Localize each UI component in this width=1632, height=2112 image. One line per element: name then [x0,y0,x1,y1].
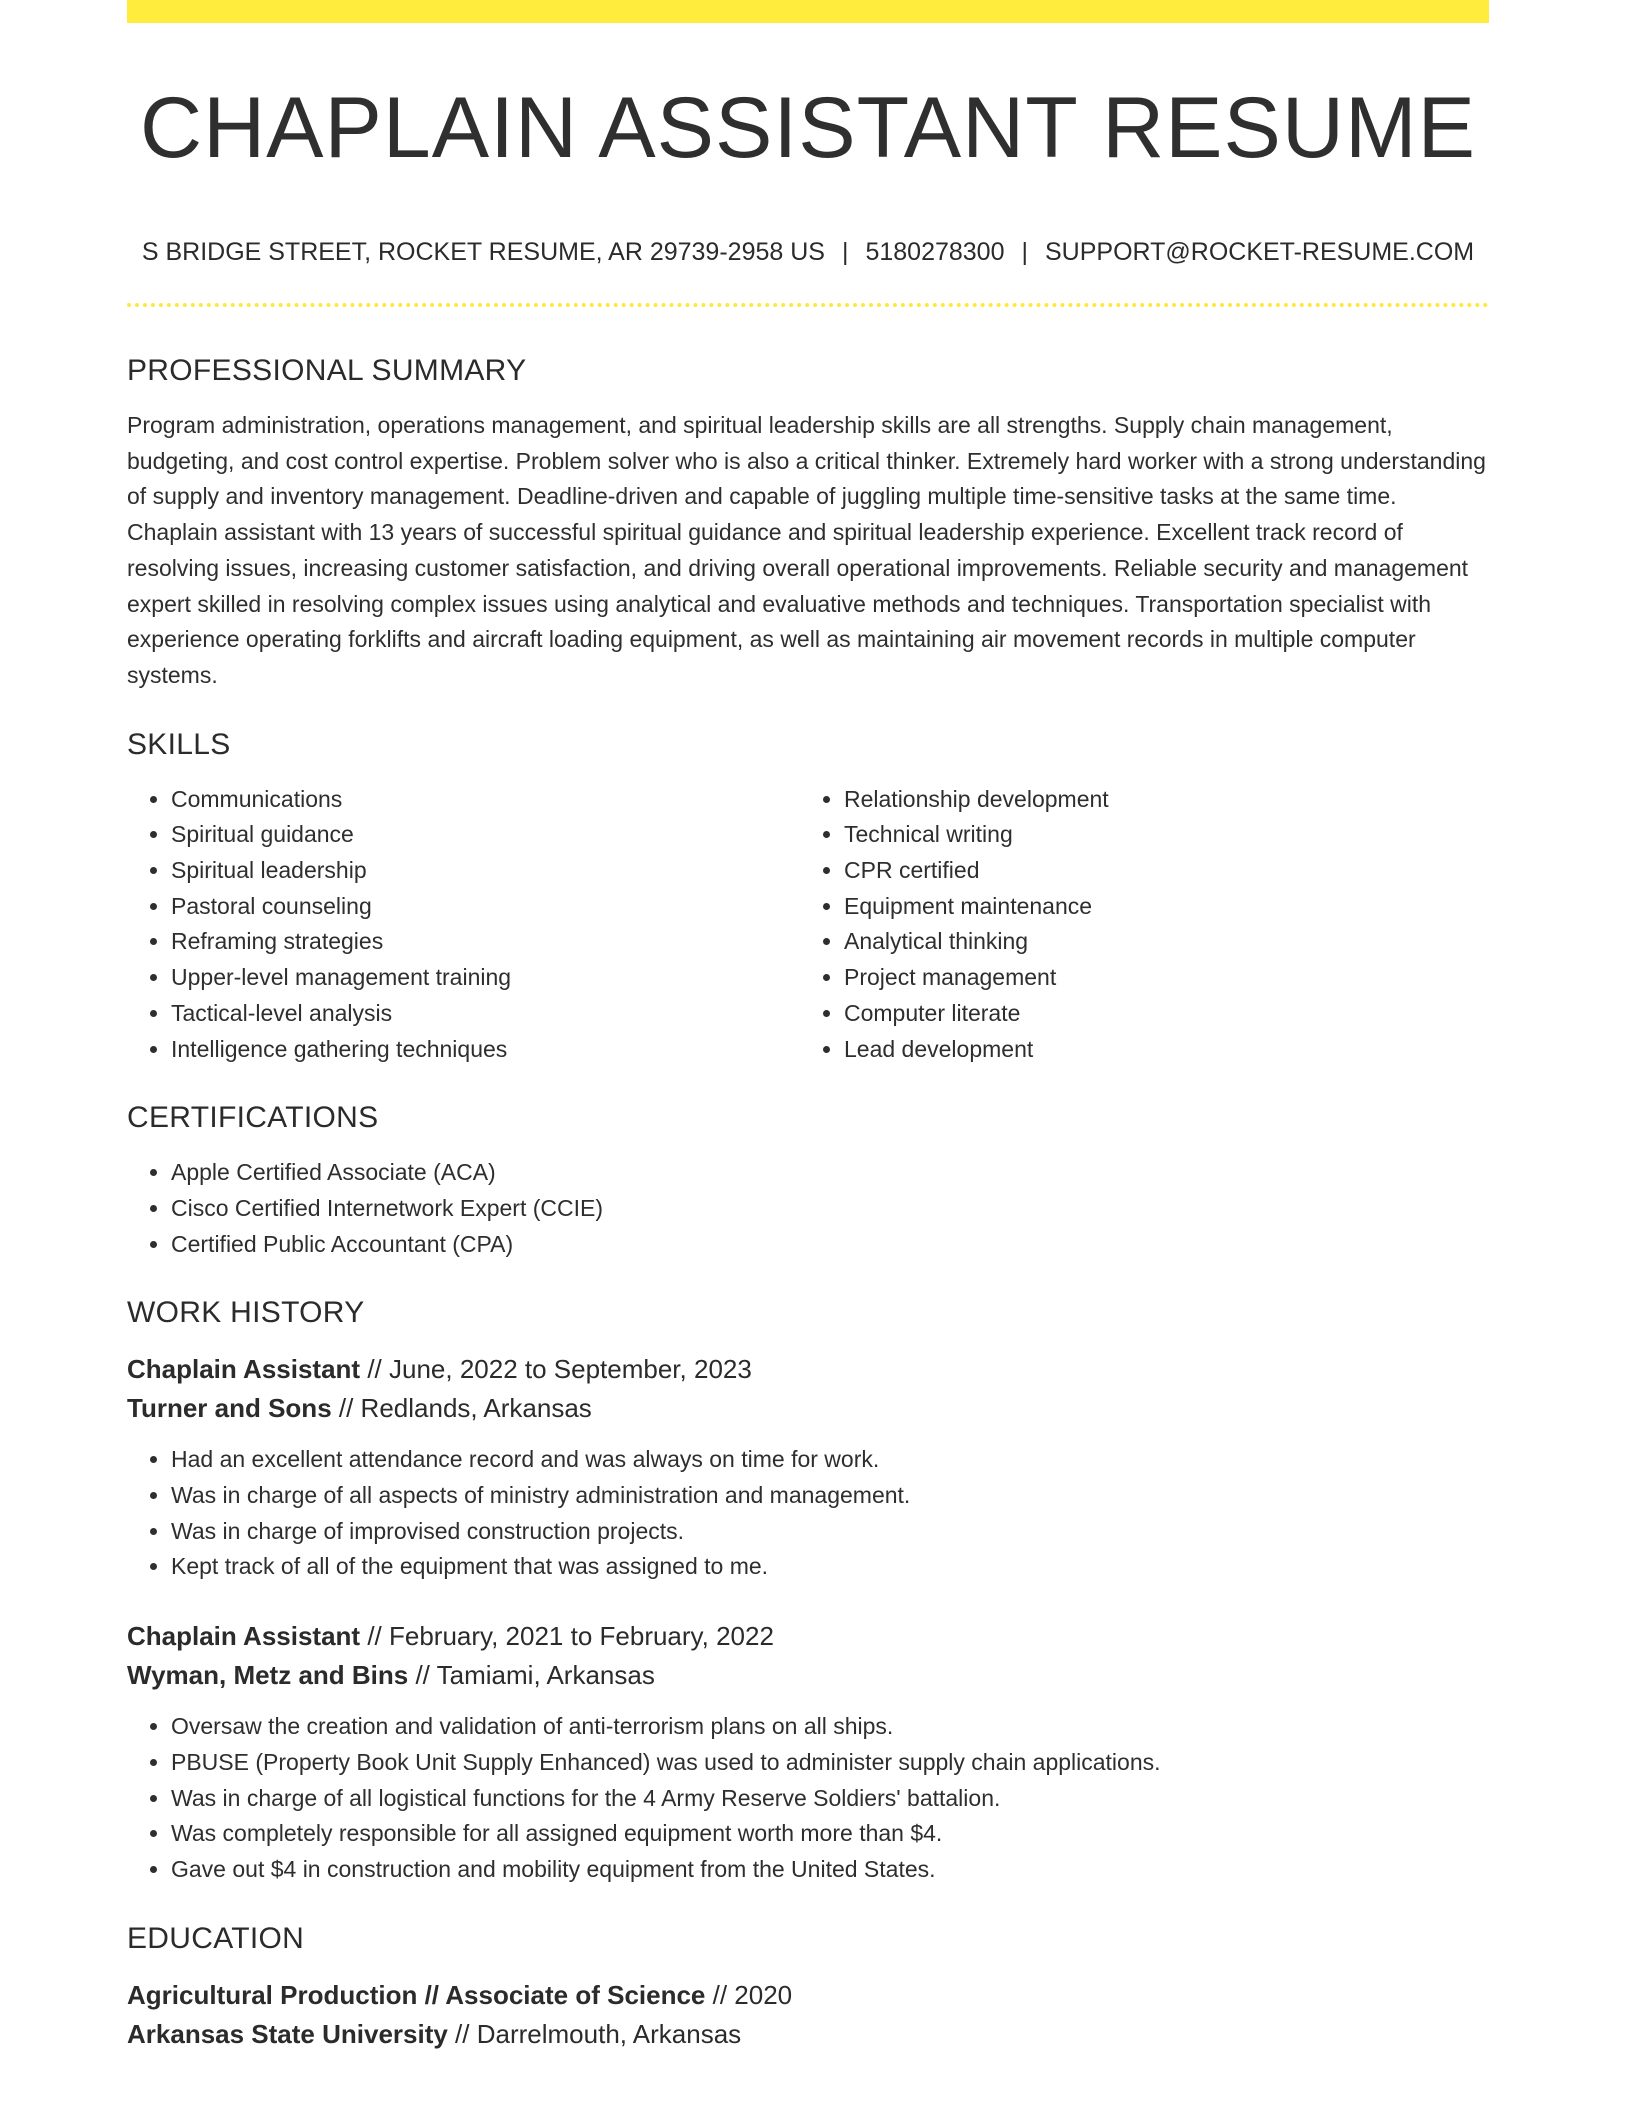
summary-section [127,350,1489,694]
skill-item: • Tactical-level analysis [171,996,800,1032]
resume-body [127,350,1489,2054]
skill-item: • Relationship development [844,782,1473,818]
section-title: PROFESSIONAL SUMMARY [127,354,527,387]
work-history-section [127,1292,1489,1887]
certification-item: • Certified Public Accountant (CPA) [171,1227,1489,1263]
job-dates: // February, 2021 to February, 2022 [360,1621,774,1652]
duty-item: • Kept track of all of the equipment that was assigned to me. [171,1549,1489,1585]
school-location: // Darrelmouth, Arkansas [447,2018,742,2049]
resume-title: CHAPLAIN ASSISTANT RESUME [139,80,1477,176]
job-role: Chaplain Assistant [127,1621,361,1652]
skill-item: • CPR certified [844,853,1473,889]
duty-item: • Was in charge of improvised construction projects. [171,1514,1489,1550]
job-role: Chaplain Assistant [127,1354,361,1385]
section-title: SKILLS [127,727,231,761]
accent-bar [127,0,1489,23]
separator: | [1021,238,1028,266]
degree-line [127,1976,1489,2015]
skills-section [127,724,1489,1068]
skill-item: • Upper-level management training [171,960,800,996]
skill-item: • Reframing strategies [171,924,800,960]
job-dates: // June, 2022 to September, 2023 [360,1354,752,1385]
dotted-divider [127,303,1489,307]
job-location: // Redlands, Arkansas [331,1393,592,1424]
duty-item: • Gave out $4 in construction and mobility equipment from the United States. [171,1852,1489,1888]
skill-item: • Computer literate [844,996,1473,1032]
school: Arkansas State University [127,2018,448,2049]
phone: 5180278300 [865,238,1005,266]
job-entry [127,1617,1489,1888]
section-title: EDUCATION [127,1921,305,1955]
summary-text: Program administration, operations management, and spiritual leadership skills are all strengths. Supply chain management, budgeting, and cost control expertise. Problem solver who is also a critical thinker. Extremely hard worker with a strong understanding of supply and inventory management. Deadline-driven and capable of juggling multiple time-sensitive tasks at the same time. Chaplain assistant with 13 years of successful spiritual guidance and spiritual leadership experience. Excellent track record of resolving issues, increasing customer satisfaction, and driving overall operational improvements. Reliable security and management expert skilled in resolving complex issues using analytical and evaluative methods and techniques. Transportation specialist with experience operating forklifts and aircraft loading equipment, as well as maintaining air movement records in multiple computer systems. [127,412,1486,688]
address: S BRIDGE STREET, ROCKET RESUME, AR 29739-2958 US [141,238,825,266]
skill-item: • Technical writing [844,817,1473,853]
skill-item: • Equipment maintenance [844,889,1473,925]
contact-line [127,236,1489,268]
skill-item: • Analytical thinking [844,924,1473,960]
education-entry [127,1976,1489,2054]
graduation-year: // 2020 [705,1979,793,2010]
job-company: Turner and Sons [127,1393,332,1424]
skill-item: • Spiritual guidance [171,817,800,853]
education-section [127,1918,1489,2054]
certification-item: • Cisco Certified Internetwork Expert (CCIE) [171,1191,1489,1227]
skill-item: • Spiritual leadership [171,853,800,889]
duty-item: • Was in charge of all logistical functions for the 4 Army Reserve Soldiers' battalion. [171,1781,1489,1817]
certifications-section [127,1097,1489,1262]
section-title: WORK HISTORY [127,1296,365,1330]
skills-column-left [127,782,800,1068]
duty-item: • PBUSE (Property Book Unit Supply Enhanced) was used to administer supply chain applications. [171,1745,1489,1781]
duty-item: • Was completely responsible for all assigned equipment worth more than $4. [171,1816,1489,1852]
job-company: Wyman, Metz and Bins [127,1660,409,1691]
job-title-line [127,1617,1489,1656]
job-location: // Tamiami, Arkansas [408,1660,655,1691]
job-company-line [127,1656,1489,1695]
skills-column-right [800,782,1473,1068]
certification-item: • Apple Certified Associate (ACA) [171,1155,1489,1191]
job-company-line [127,1389,1489,1428]
skill-item: • Lead development [844,1032,1473,1068]
skills-list [127,782,800,1068]
job-title-line [127,1350,1489,1389]
skill-item: • Project management [844,960,1473,996]
job-duties [127,1442,1489,1585]
skill-item: • Pastoral counseling [171,889,800,925]
skills-columns [127,782,1489,1068]
skill-item: • Intelligence gathering techniques [171,1032,800,1068]
job-entry [127,1350,1489,1585]
duty-item: • Had an excellent attendance record and was always on time for work. [171,1442,1489,1478]
job-duties [127,1709,1489,1888]
duty-item: • Oversaw the creation and validation of anti-terrorism plans on all ships. [171,1709,1489,1745]
degree: Agricultural Production // Associate of Science [127,1979,706,2010]
section-title: CERTIFICATIONS [127,1101,379,1135]
email: SUPPORT@ROCKET-RESUME.COM [1045,238,1475,266]
separator: | [841,238,849,266]
school-line [127,2015,1489,2054]
duty-item: • Was in charge of all aspects of ministry administration and management. [171,1478,1489,1514]
skills-list [800,782,1473,1068]
certifications-list [127,1155,1489,1262]
skill-item: • Communications [171,782,800,818]
